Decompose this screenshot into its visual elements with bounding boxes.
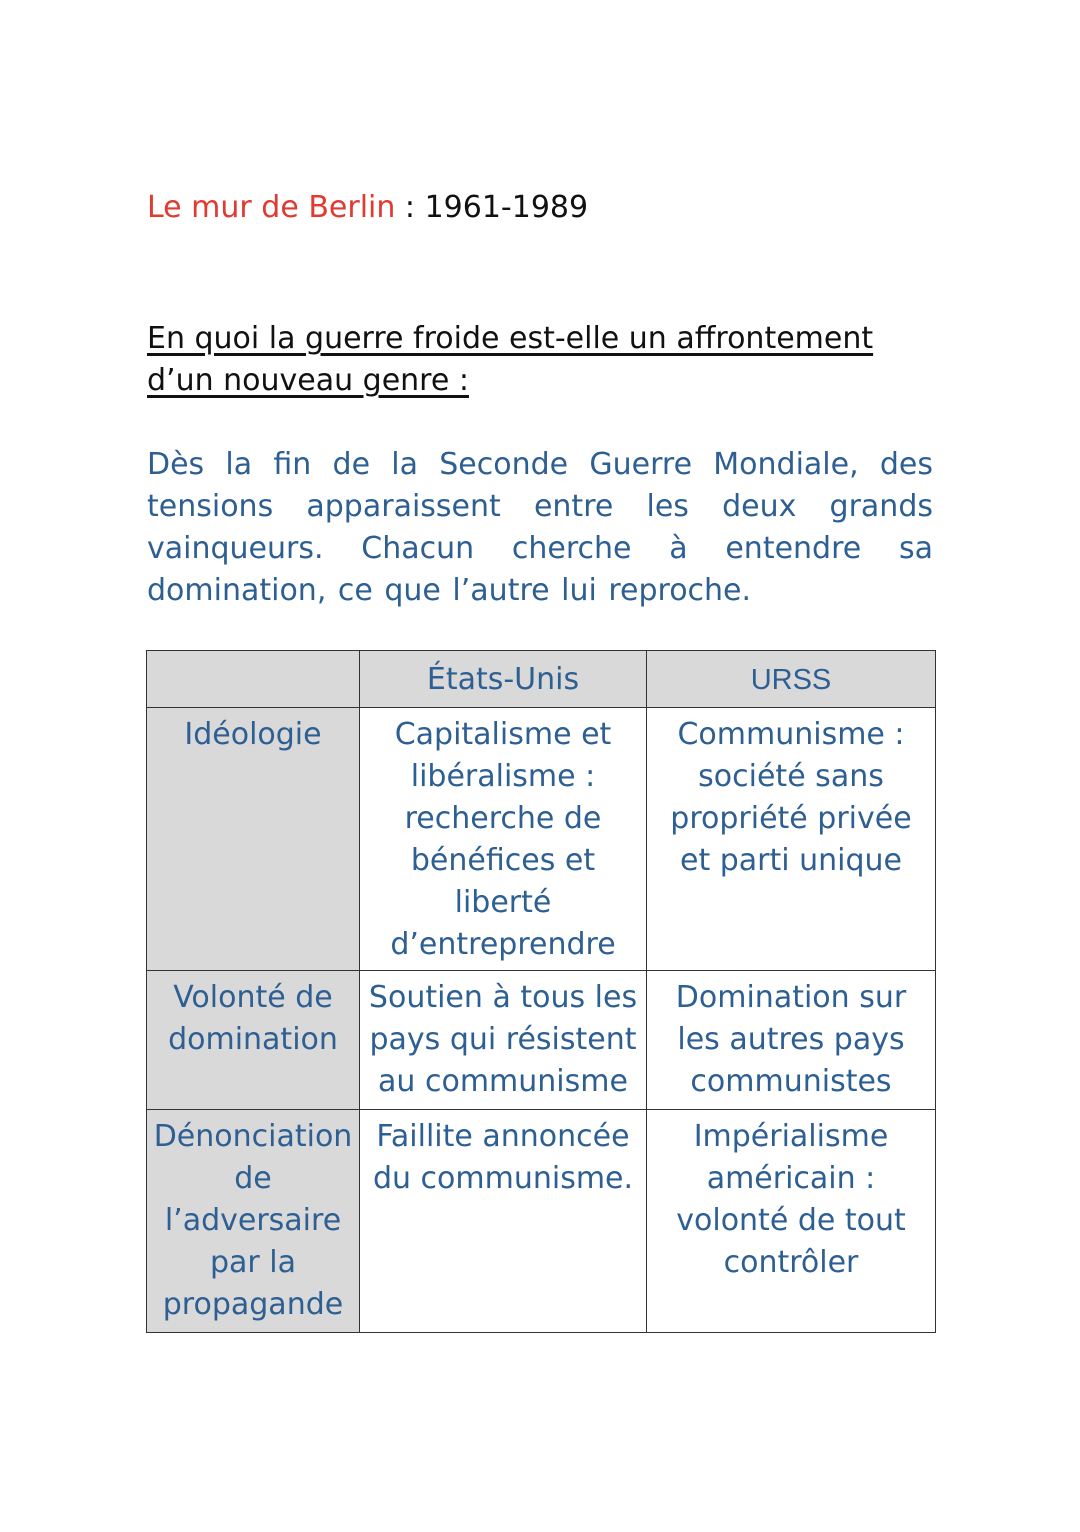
cell-usa-denonciation: Faillite annoncée du communisme. [360, 1110, 647, 1333]
section-question: En quoi la guerre froide est-elle un affrontement d’un nouveau genre : [147, 321, 874, 398]
cell-usa-ideologie: Capitalisme et libéralisme : recherche de bénéfices et liberté d’entreprendre [360, 708, 647, 971]
page-title [147, 190, 588, 225]
row-label-denonciation: Dénonciation de l’adversaire par la propagande [147, 1110, 360, 1333]
header-usa: États-Unis [360, 651, 647, 708]
table-row [147, 971, 936, 1110]
table-row [147, 708, 936, 971]
cell-usa-domination: Soutien à tous les pays qui résistent au communisme [360, 971, 647, 1110]
title-subject: Le mur de Berlin [147, 190, 396, 225]
header-urss: URSS [647, 651, 936, 708]
row-label-domination: Volonté de domination [147, 971, 360, 1110]
table-row [147, 1110, 936, 1333]
title-separator: : [395, 190, 425, 225]
title-dates: 1961-1989 [424, 190, 589, 225]
cell-urss-domination: Domination sur les autres pays communistes [647, 971, 936, 1110]
comparison-table [146, 650, 936, 1333]
cell-urss-denonciation: Impérialisme américain : volonté de tout contrôler [647, 1110, 936, 1333]
cell-urss-ideologie: Communisme : société sans propriété privée et parti unique [647, 708, 936, 971]
row-label-ideologie: Idéologie [147, 708, 360, 971]
intro-paragraph: Dès la fin de la Seconde Guerre Mondiale, des tensions apparaissent entre les deux grands vainqueurs. Chacun cherche à entendre sa domination, ce que l’autre lui reproche. [147, 447, 933, 608]
header-empty-cell [147, 651, 360, 708]
table-header-row [147, 651, 936, 708]
